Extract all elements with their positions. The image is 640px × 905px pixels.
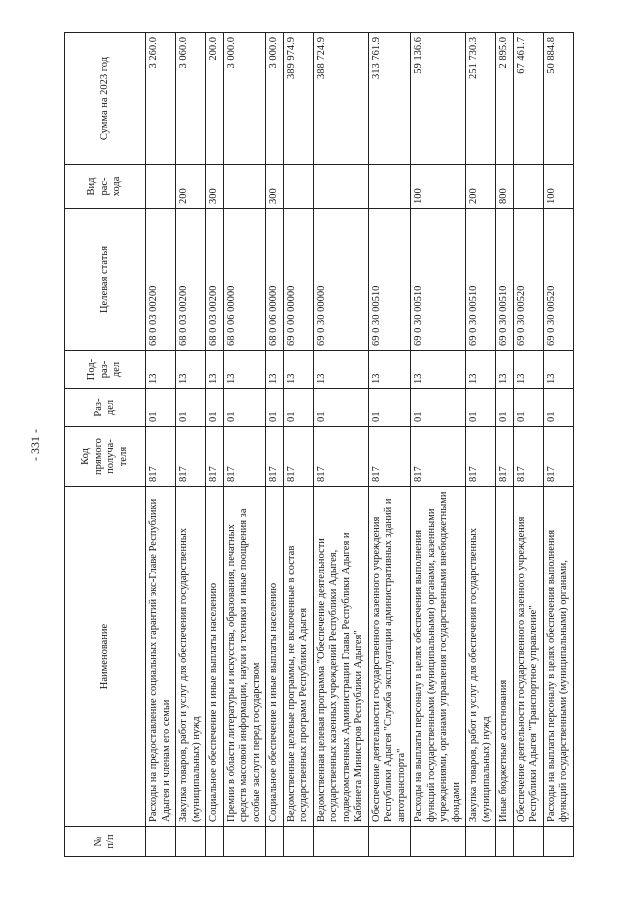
row-target-article: 69 0 30 00520	[513, 209, 543, 351]
row-name: Социальное обеспечение и иные выплаты населению	[266, 487, 284, 827]
row-sum: 59 136.6	[411, 33, 466, 165]
header-article: Целевая статья	[65, 209, 146, 351]
row-recipient-code: 817	[513, 427, 543, 487]
row-section: 01	[146, 389, 176, 427]
row-subsection: 13	[223, 351, 266, 389]
row-name: Премии в области литературы и искусства, образования, печатных средств массовой информации, науки и техники и иные поощрения за особые заслуги перед государством	[223, 487, 266, 827]
table-row	[411, 33, 466, 857]
header-section: Раз-дел	[65, 389, 146, 427]
table-header	[65, 33, 146, 857]
row-sum: 50 884.8	[543, 33, 573, 165]
row-name: Социальное обеспечение и иные выплаты населению	[206, 487, 224, 827]
row-num	[176, 827, 206, 857]
row-num	[283, 827, 313, 857]
row-target-article: 69 0 00 00000	[283, 209, 313, 351]
header-row	[65, 33, 146, 857]
row-subsection: 13	[206, 351, 224, 389]
table-row	[466, 33, 496, 857]
row-target-article: 68 0 03 00200	[206, 209, 224, 351]
row-name: Обеспечение деятельности государственного казенного учреждения Республики Адыгея "Служба эксплуатации административных зданий и автотранспорта"	[368, 487, 411, 827]
table-row	[496, 33, 514, 857]
row-num	[513, 827, 543, 857]
row-sum: 2 895.0	[496, 33, 514, 165]
row-expense-type: 300	[266, 165, 284, 209]
row-name: Расходы на выплаты персоналу в целях обеспечения выполнения функций государственными (муниципальными) органами,	[543, 487, 573, 827]
row-expense-type	[283, 165, 313, 209]
row-target-article: 68 0 03 00200	[146, 209, 176, 351]
row-num	[223, 827, 266, 857]
row-section: 01	[283, 389, 313, 427]
table-row	[313, 33, 368, 857]
row-expense-type: 100	[411, 165, 466, 209]
row-target-article: 69 0 30 00510	[466, 209, 496, 351]
row-subsection: 13	[496, 351, 514, 389]
budget-table	[64, 32, 574, 857]
row-target-article: 69 0 30 00510	[411, 209, 466, 351]
row-subsection: 13	[283, 351, 313, 389]
row-section: 01	[513, 389, 543, 427]
row-recipient-code: 817	[206, 427, 224, 487]
row-expense-type	[313, 165, 368, 209]
row-section: 01	[496, 389, 514, 427]
row-sum: 67 461.7	[513, 33, 543, 165]
table-row	[368, 33, 411, 857]
row-num	[411, 827, 466, 857]
row-recipient-code: 817	[223, 427, 266, 487]
row-subsection: 13	[368, 351, 411, 389]
row-sum: 388 724.9	[313, 33, 368, 165]
row-subsection: 13	[411, 351, 466, 389]
row-section: 01	[411, 389, 466, 427]
row-expense-type: 800	[496, 165, 514, 209]
row-sum: 3 000.0	[266, 33, 284, 165]
row-expense-type: 100	[543, 165, 573, 209]
table-row	[146, 33, 176, 857]
row-recipient-code: 817	[543, 427, 573, 487]
row-recipient-code: 817	[368, 427, 411, 487]
row-expense-type	[223, 165, 266, 209]
table-body	[146, 33, 574, 857]
row-target-article: 68 0 06 00000	[223, 209, 266, 351]
header-sum: Сумма на 2023 год	[65, 33, 146, 165]
row-recipient-code: 817	[283, 427, 313, 487]
row-subsection: 13	[266, 351, 284, 389]
table-row	[513, 33, 543, 857]
row-section: 01	[466, 389, 496, 427]
row-section: 01	[223, 389, 266, 427]
table-row	[283, 33, 313, 857]
row-num	[496, 827, 514, 857]
row-name: Обеспечение деятельности государственного казенного учреждения Республики Адыгея "Транспортное управление"	[513, 487, 543, 827]
header-name: Наименование	[65, 487, 146, 827]
row-name: Расходы на выплаты персоналу в целях обеспечения выполнения функций государственными (муниципальными) органами, казенными учреждениями, органами управления государственными внебюджетными фондами	[411, 487, 466, 827]
row-recipient-code: 817	[496, 427, 514, 487]
row-section: 01	[266, 389, 284, 427]
row-name: Закупка товаров, работ и услуг для обеспечения государственных (муниципальных) нужд	[466, 487, 496, 827]
row-name: Закупка товаров, работ и услуг для обеспечения государственных (муниципальных) нужд	[176, 487, 206, 827]
row-section: 01	[368, 389, 411, 427]
row-num	[266, 827, 284, 857]
table-row	[543, 33, 573, 857]
header-subsection: Под-раз-дел	[65, 351, 146, 389]
row-num	[543, 827, 573, 857]
row-sum: 200.0	[206, 33, 224, 165]
row-section: 01	[176, 389, 206, 427]
row-num	[368, 827, 411, 857]
row-section: 01	[313, 389, 368, 427]
table-row	[176, 33, 206, 857]
row-sum: 389 974.9	[283, 33, 313, 165]
row-subsection: 13	[513, 351, 543, 389]
row-num	[206, 827, 224, 857]
row-recipient-code: 817	[313, 427, 368, 487]
row-name: Ведомственная целевая программа "Обеспечение деятельности государственных казенных учреждений Республики Адыгея, подведомственных Администрации Главы Республики Адыгея и Кабинета Министров Республики Адыгея"	[313, 487, 368, 827]
row-target-article: 69 0 30 00510	[496, 209, 514, 351]
row-recipient-code: 817	[411, 427, 466, 487]
row-recipient-code: 817	[146, 427, 176, 487]
row-sum: 3 060.0	[176, 33, 206, 165]
row-section: 01	[206, 389, 224, 427]
row-sum: 3 260.0	[146, 33, 176, 165]
row-recipient-code: 817	[176, 427, 206, 487]
row-subsection: 13	[176, 351, 206, 389]
row-recipient-code: 817	[466, 427, 496, 487]
table-row	[266, 33, 284, 857]
row-subsection: 13	[466, 351, 496, 389]
row-target-article: 69 0 30 00510	[368, 209, 411, 351]
row-target-article: 68 0 06 00000	[266, 209, 284, 351]
row-expense-type	[146, 165, 176, 209]
row-expense-type: 300	[206, 165, 224, 209]
row-name: Ведомственные целевые программы, не включенные в состав государственных программ Республики Адыгея	[283, 487, 313, 827]
row-section: 01	[543, 389, 573, 427]
row-expense-type: 200	[466, 165, 496, 209]
row-target-article: 69 0 30 00520	[543, 209, 573, 351]
row-num	[146, 827, 176, 857]
row-target-article: 69 0 30 00000	[313, 209, 368, 351]
row-name: Иные бюджетные ассигнования	[496, 487, 514, 827]
header-code: Код прямого получа-теля	[65, 427, 146, 487]
row-recipient-code: 817	[266, 427, 284, 487]
row-num	[313, 827, 368, 857]
page-number: - 331 -	[28, 429, 42, 461]
row-sum: 3 000.0	[223, 33, 266, 165]
row-expense-type	[513, 165, 543, 209]
row-expense-type: 200	[176, 165, 206, 209]
row-subsection: 13	[543, 351, 573, 389]
row-sum: 251 730.3	[466, 33, 496, 165]
row-target-article: 68 0 03 00200	[176, 209, 206, 351]
header-expense-type: Вид рас-хода	[65, 165, 146, 209]
row-sum: 313 761.9	[368, 33, 411, 165]
row-num	[466, 827, 496, 857]
table-row	[206, 33, 224, 857]
row-expense-type	[368, 165, 411, 209]
row-subsection: 13	[146, 351, 176, 389]
row-name: Расходы на предоставление социальных гарантий экс-Главе Республики Адыгея и членам его семьи	[146, 487, 176, 827]
table-row	[223, 33, 266, 857]
header-num: № п/п	[65, 827, 146, 857]
row-subsection: 13	[313, 351, 368, 389]
